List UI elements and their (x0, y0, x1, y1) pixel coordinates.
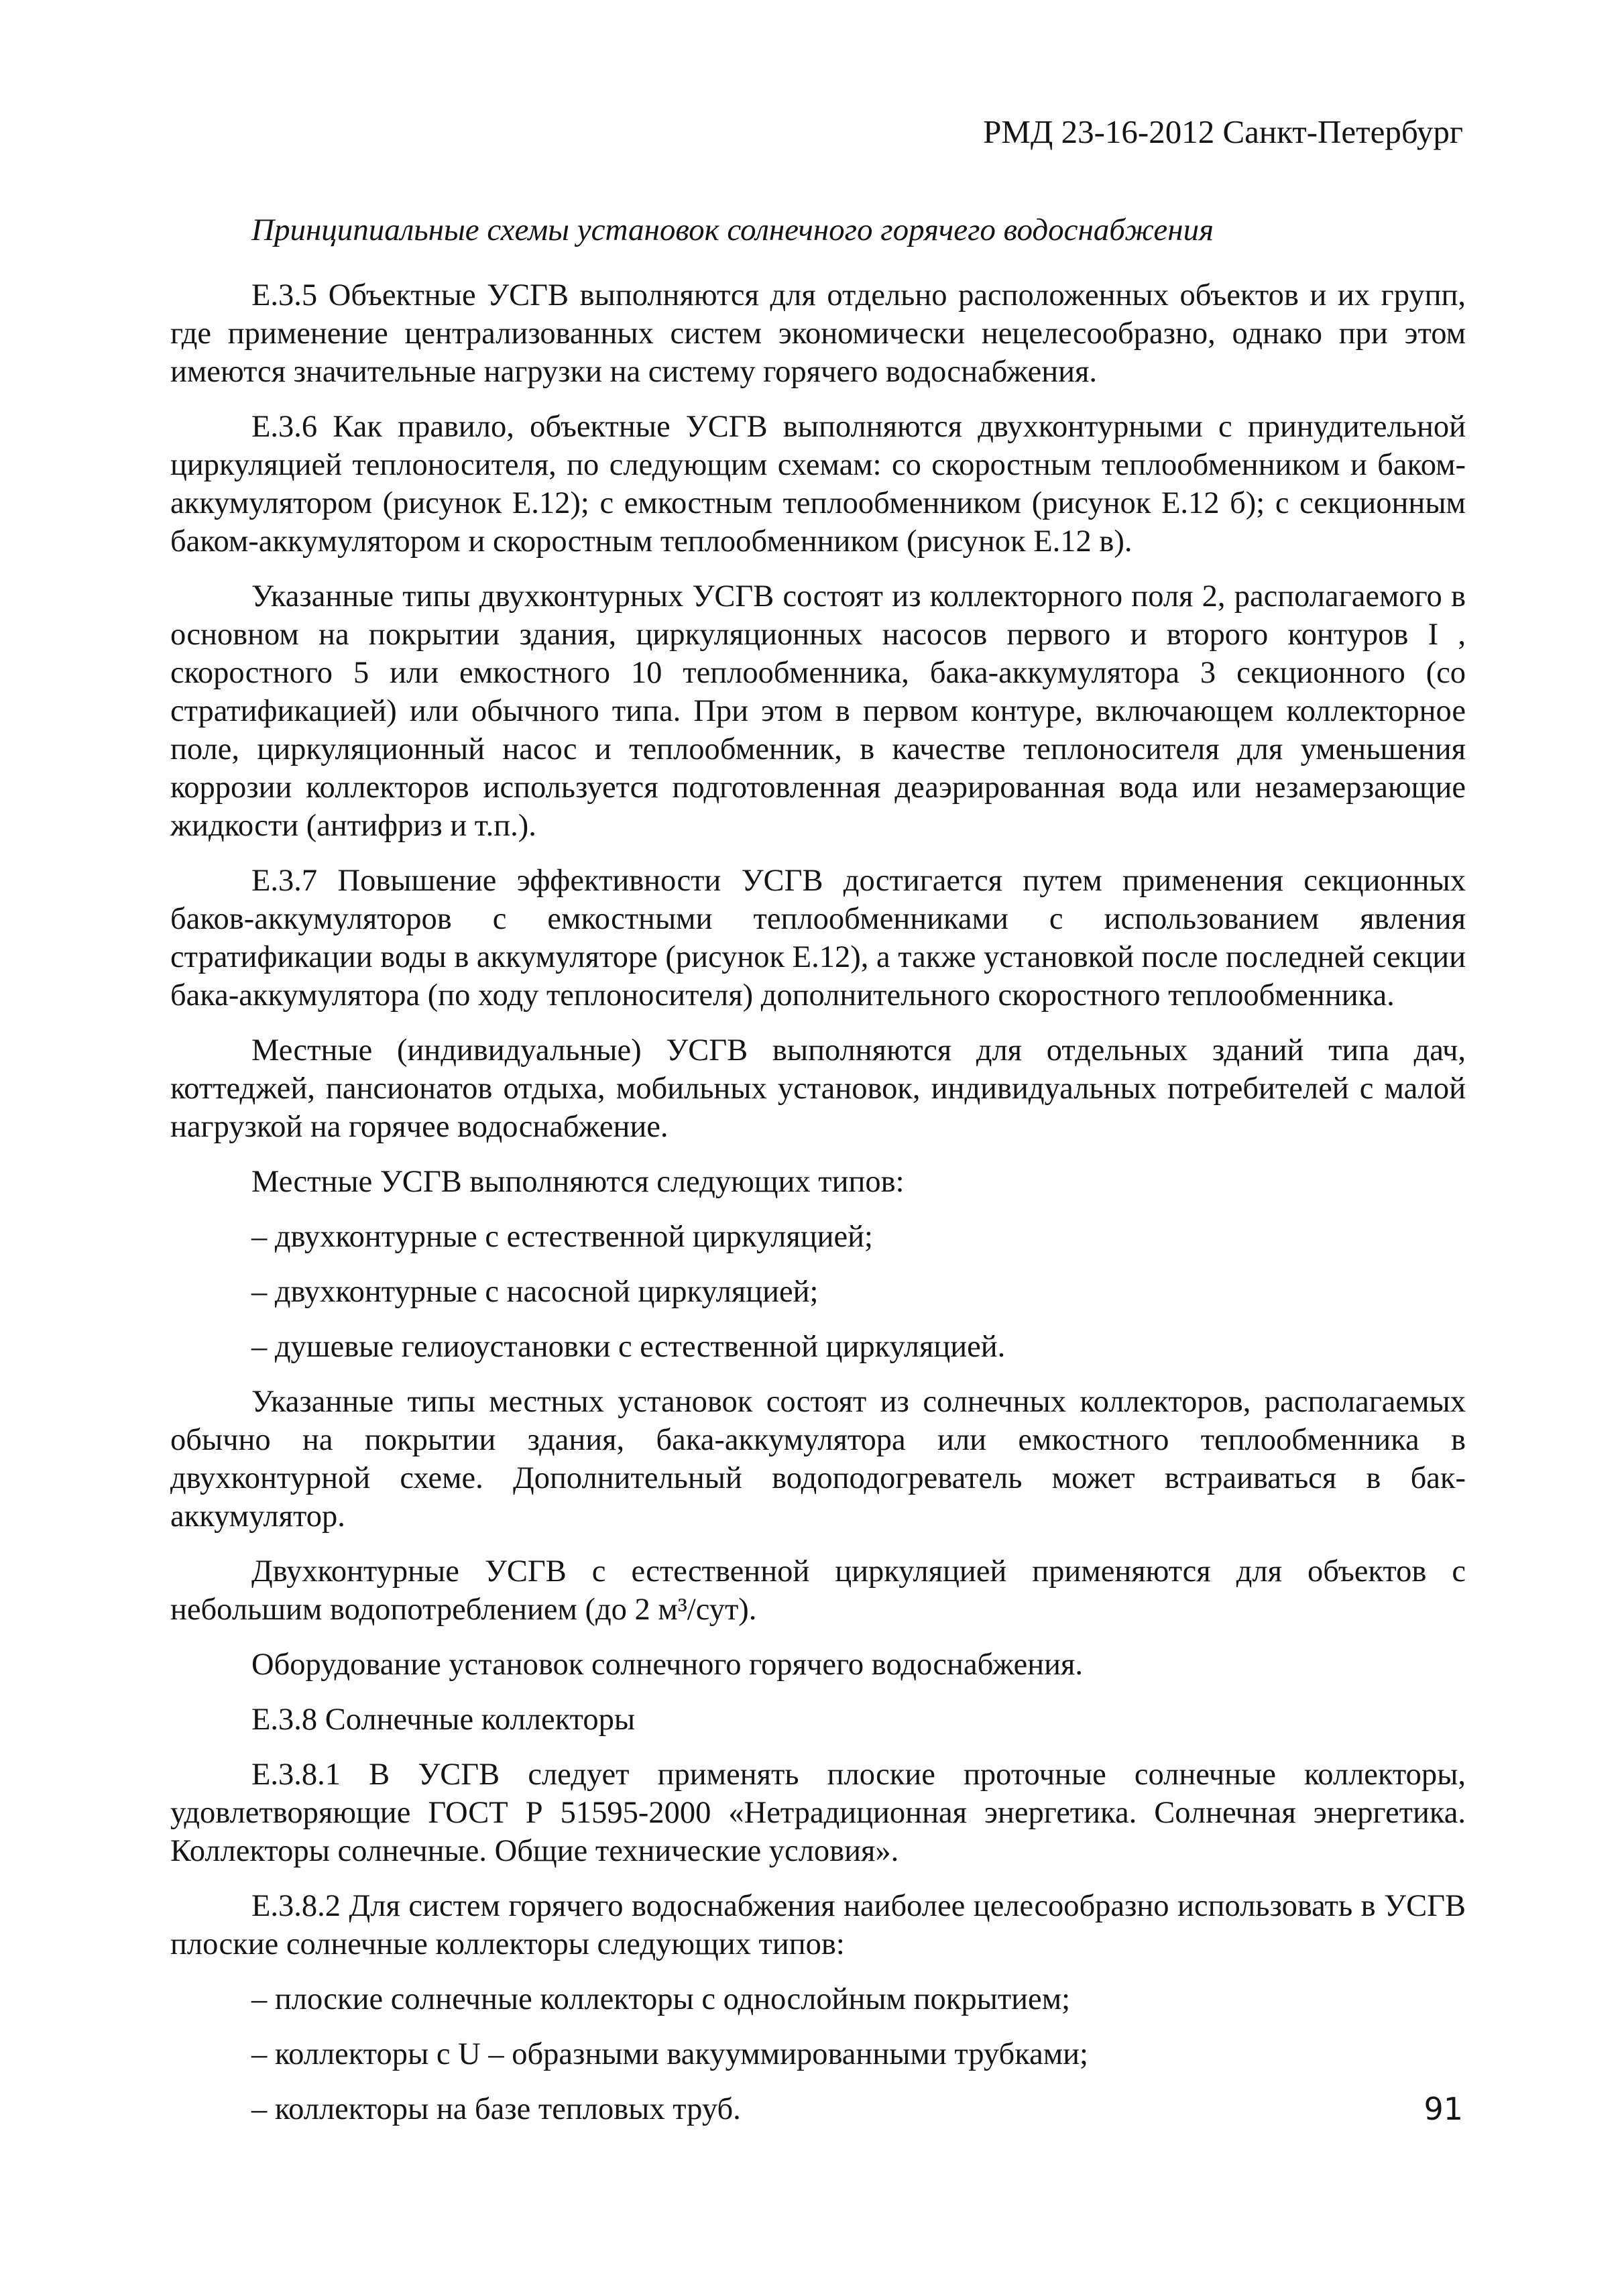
list-item: – коллекторы на базе тепловых труб. (251, 2092, 741, 2126)
paragraph-e-3-7: Е.3.7 Повышение эффективности УСГВ достигается путем применения секционных баков-аккумуляторов с емкостными теплообменниками с использованием явления стратификации воды в аккумуляторе (рисунок Е.12), а также установкой после последней секции бака-аккумулятора (по ходу теплоносителя) дополнительного скоростного теплообменника. (170, 864, 1466, 1013)
page-number: 91 (1424, 2091, 1463, 2127)
list-item: – коллекторы с U – образными вакууммированными трубками; (251, 2037, 1088, 2071)
section-title: Принципиальные схемы установок солнечного горячего водоснабжения (251, 213, 1214, 247)
paragraph-e-3-8-1: Е.3.8.1 В УСГВ следует применять плоские проточные солнечные коллекторы, удовлетворяющие ГОСТ Р 51595-2000 «Нетрадиционная энергетика. Солнечная энергетика. Коллекторы солнечные. Общие технические условия». (170, 1758, 1466, 1868)
paragraph-natural-circulation: Двухконтурные УСГВ с естественной циркуляцией применяются для объектов с небольшим водопотреблением (до 2 м³/сут). (170, 1554, 1466, 1627)
paragraph-local-types-intro: Местные УСГВ выполняются следующих типов: (251, 1165, 905, 1199)
paragraph-e-3-8: Е.3.8 Солнечные коллекторы (251, 1703, 636, 1737)
paragraph-equipment: Оборудование установок солнечного горячего водоснабжения. (251, 1648, 1084, 1682)
paragraph-e-3-6: Е.3.6 Как правило, объектные УСГВ выполняются двухконтурными с принудительной циркуляцией теплоносителя, по следующим схемам: со скоростным теплообменником и баком-аккумулятором (рисунок Е.12); с емкостным теплообменником (рисунок Е.12 б); с секционным баком-аккумулятором и скоростным теплообменником (рисунок Е.12 в). (170, 410, 1466, 559)
document-header: РМД 23-16-2012 Санкт-Петербург (983, 113, 1463, 150)
paragraph-e-3-8-2: Е.3.8.2 Для систем горячего водоснабжения наиболее целесообразно использовать в УСГВ плоские солнечные коллекторы следующих типов: (170, 1889, 1466, 1961)
document-body (170, 276, 1466, 2145)
list-item: – плоские солнечные коллекторы с однослойным покрытием; (251, 1982, 1071, 2016)
paragraph-two-circuit-types: Указанные типы двухконтурных УСГВ состоят из коллекторного поля 2, располагаемого в основном на покрытии здания, циркуляционных насосов первого и второго контуров I , скоростного 5 или емкостного 10 теплообменника, бака-аккумулятора 3 секционного (со стратификацией) или обычного типа. При этом в первом контуре, включающем коллекторное поле, циркуляционный насос и теплообменник, в качестве теплоносителя для уменьшения коррозии коллекторов используется подготовленная деаэрированная вода или незамерзающие жидкости (антифриз и т.п.). (170, 579, 1466, 843)
paragraph-e-3-5: Е.3.5 Объектные УСГВ выполняются для отдельно расположенных объектов и их групп, где применение централизованных систем экономически нецелесообразно, однако при этом имеются значительные нагрузки на систему горячего водоснабжения. (170, 278, 1466, 389)
list-item: – двухконтурные с насосной циркуляцией; (251, 1275, 819, 1309)
list-item: – двухконтурные с естественной циркуляцией; (251, 1220, 873, 1254)
paragraph-local-composition: Указанные типы местных установок состоят из солнечных коллекторов, располагаемых обычно на покрытии здания, бака-аккумулятора или емкостного теплообменника в двухконтурной схеме. Дополнительный водоподогреватель может встраиваться в бак-аккумулятор. (170, 1385, 1466, 1534)
paragraph-local-systems: Местные (индивидуальные) УСГВ выполняются для отдельных зданий типа дач, коттеджей, пансионатов отдыха, мобильных установок, индивидуальных потребителей с малой нагрузкой на горячее водоснабжение. (170, 1033, 1466, 1144)
list-item: – душевые гелиоустановки с естественной циркуляцией. (251, 1330, 1006, 1364)
